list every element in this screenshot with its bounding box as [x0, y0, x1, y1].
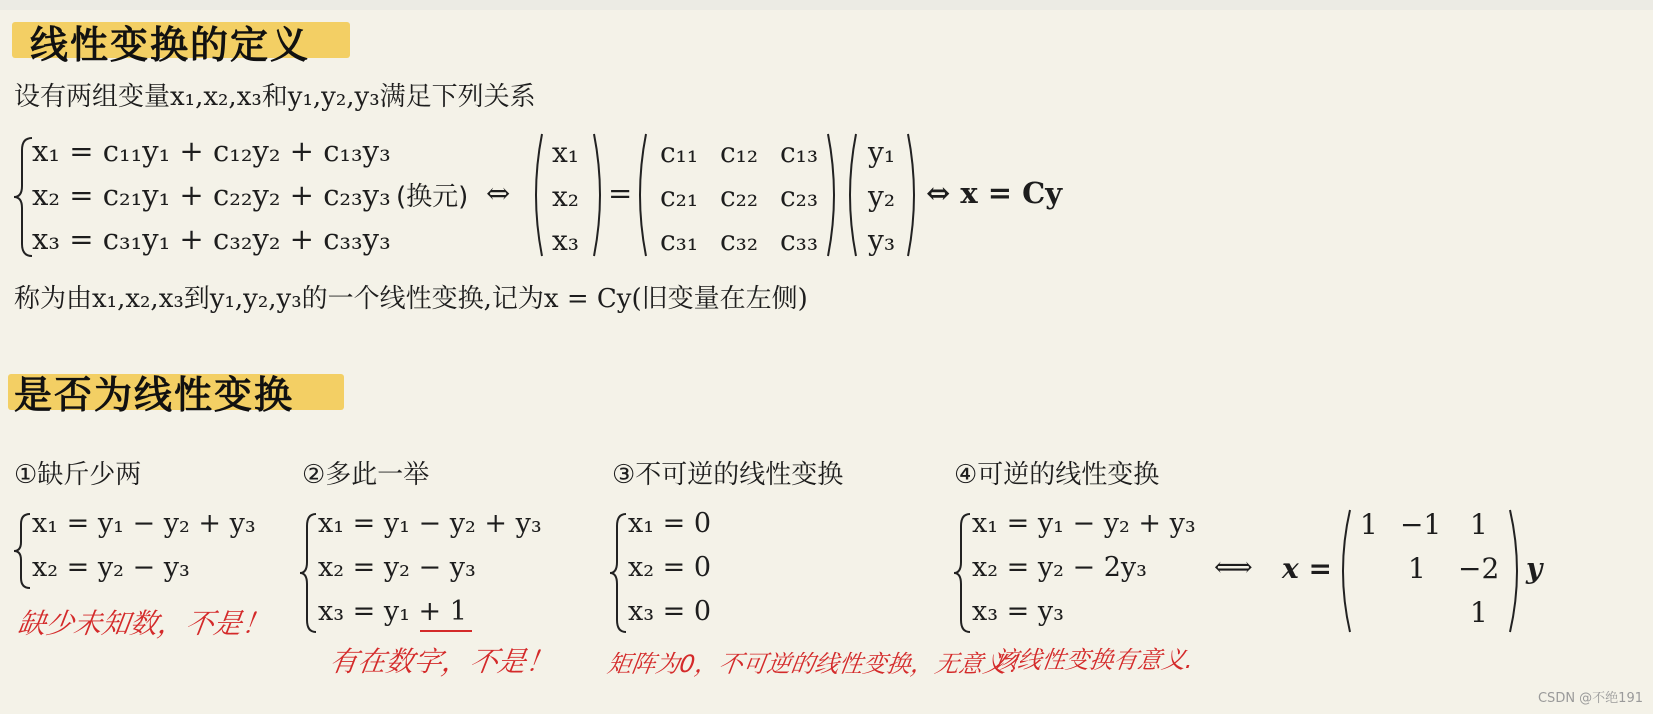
section2-title: 是否为线性变换	[14, 373, 295, 417]
case2-brace	[298, 512, 320, 634]
x-vector-entry: x₂	[552, 180, 580, 213]
case3-title: ③不可逆的线性变换	[612, 460, 844, 490]
c-matrix-cell: c₃₃	[780, 224, 819, 257]
c-matrix-cell: c₂₃	[780, 180, 819, 213]
case2-equation: x₃ = y₁ + 1	[318, 596, 467, 627]
case4-lhs: x =	[1282, 552, 1332, 585]
case4-equation: x₃ = y₃	[972, 596, 1064, 627]
case4-matrix-cell: 1	[1408, 552, 1426, 585]
case4-note: 该线性变换有意义.	[991, 646, 1196, 674]
c-matrix-cell: c₁₂	[720, 136, 759, 169]
c-matrix-cell: c₂₂	[720, 180, 759, 213]
case4-brace	[952, 512, 974, 634]
equation-2: x₂ = c₂₁y₁ + c₂₂y₂ + c₂₃y₃	[32, 178, 391, 212]
case1-note: 缺少未知数，不是！	[15, 607, 273, 640]
watermark: CSDN @不绝191	[1537, 691, 1643, 706]
equals-sign: =	[608, 176, 633, 210]
case2-underline	[420, 630, 472, 632]
y-vector-entry: y₂	[868, 180, 896, 213]
iff-symbol: ⇔	[486, 176, 511, 210]
intro-text: 设有两组变量x₁,x₂,x₃和y₁,y₂,y₃满足下列关系	[14, 82, 536, 112]
c-matrix-cell: c₁₁	[660, 136, 699, 169]
case4-matrix-cell: −2	[1458, 552, 1500, 585]
c-matrix-cell: c₂₁	[660, 180, 699, 213]
case3-note: 矩阵为0，不可逆的线性变换，无意义！	[605, 650, 1033, 678]
case2-equation: x₂ = y₂ − y₃	[318, 552, 476, 583]
y-vector-entry: y₃	[868, 224, 896, 257]
c-matrix-cell: c₁₃	[780, 136, 819, 169]
case2-equation: x₁ = y₁ − y₂ + y₃	[318, 508, 542, 539]
y-vector-entry: y₁	[868, 136, 896, 169]
substitution-label: (换元)	[396, 182, 469, 212]
equation-3: x₃ = c₃₁y₁ + c₃₂y₂ + c₃₃y₃	[32, 222, 391, 256]
section1-title: 线性变换的定义	[30, 23, 311, 67]
c-matrix-cell: c₃₁	[660, 224, 699, 257]
case3-brace	[608, 512, 630, 634]
case4-matrix-cell: −1	[1400, 508, 1442, 541]
c-matrix-cell: c₃₂	[720, 224, 759, 257]
case1-equation: x₂ = y₂ − y₃	[32, 552, 190, 583]
case4-matrix-cell: 1	[1360, 508, 1378, 541]
x-vector-entry: x₁	[552, 136, 580, 169]
case3-equation: x₁ = 0	[628, 508, 712, 539]
top-strip	[0, 0, 1653, 10]
compact-form: ⇔ x = Cy	[926, 176, 1063, 210]
equation-1: x₁ = c₁₁y₁ + c₁₂y₂ + c₁₃y₃	[32, 134, 391, 168]
case1-title: ①缺斤少两	[14, 460, 142, 490]
case3-equation: x₃ = 0	[628, 596, 712, 627]
case4-matrix-cell: 1	[1470, 596, 1488, 629]
x-vector-entry: x₃	[552, 224, 580, 257]
case4-equation: x₂ = y₂ − 2y₃	[972, 552, 1147, 583]
case4-matrix-cell: 1	[1470, 508, 1488, 541]
case4-title: ④可逆的线性变换	[954, 460, 1160, 490]
case4-equation: x₁ = y₁ − y₂ + y₃	[972, 508, 1196, 539]
case2-title: ②多此一举	[302, 460, 430, 490]
conclusion-text: 称为由x₁,x₂,x₃到y₁,y₂,y₃的一个线性变换,记为x = Cy(旧变量在左侧)	[14, 284, 808, 314]
case4-rhs: y	[1526, 552, 1543, 585]
case4-iff: ⟺	[1214, 552, 1253, 583]
case3-equation: x₂ = 0	[628, 552, 712, 583]
case1-equation: x₁ = y₁ − y₂ + y₃	[32, 508, 256, 539]
case2-note: 有在数字，不是！	[327, 645, 557, 678]
case1-brace	[12, 512, 34, 590]
